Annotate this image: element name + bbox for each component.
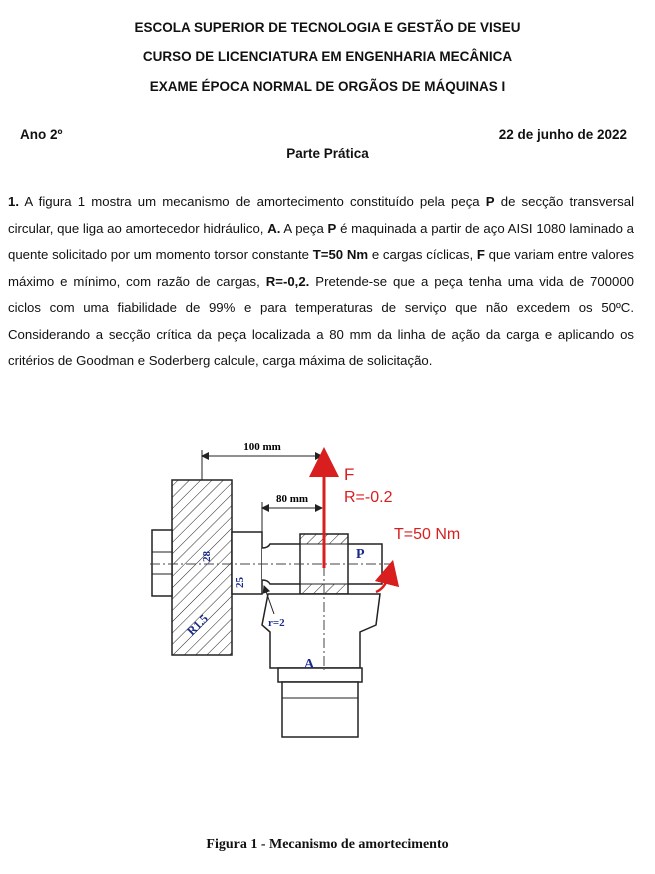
school-name: ESCOLA SUPERIOR DE TECNOLOGIA E GESTÃO DE VISEU <box>134 20 521 35</box>
question-number: 1. <box>8 194 19 209</box>
school-year: Ano 2º <box>20 127 63 142</box>
mechanism-figure <box>150 440 510 740</box>
part-p-label: P <box>356 547 365 562</box>
diameter-28-label: 28 <box>201 551 213 562</box>
dim-100-label: 100 mm <box>243 441 281 453</box>
course-name: CURSO DE LICENCIATURA EM ENGENHARIA MECÂNICA <box>142 49 513 64</box>
radius-r15-label: R1.5 <box>184 611 211 639</box>
diameter-25-label: 25 <box>234 577 246 588</box>
bolt-head <box>152 530 172 596</box>
force-label: F <box>344 465 355 484</box>
exam-date: 22 de junho de 2022 <box>498 127 627 142</box>
part-title: Parte Prática <box>286 146 369 161</box>
damper-body-a <box>262 594 380 668</box>
dim-80-label: 80 mm <box>275 493 309 505</box>
load-ratio-label: R=-0.2 <box>344 489 393 506</box>
figure-caption: Figura 1 - Mecanismo de amortecimento <box>206 837 449 852</box>
damper-rod <box>282 682 358 737</box>
torque-label: T=50 Nm <box>394 526 461 543</box>
question-text: 1. A figura 1 mostra um mecanismo de amortecimento constituído pela peça P de secção transversal circular, que liga ao amortecedor hidráulico, A. A peça P é maquinada a partir de aço AISI 1080 laminado a quente solicitado por um momento torsor constante T=50 Nm e cargas cíclicas, F que variam entre valores máximo e mínimo, com razão de cargas, R=-0,2. Pretende-se que a peça tenha uma vida de 700000 ciclos com uma fiabilidade de 99% e para temperaturas de serviço que não excedem os 50ºC. Considerando a secção crítica da peça localizada a 80 mm da linha de ação da carga e aplicando os critérios de Goodman e Soderberg calcule, carga máxima de solicitação. <box>8 194 634 368</box>
part-a-label: A <box>304 657 315 672</box>
exam-title: EXAME ÉPOCA NORMAL DE ORGÃOS DE MÁQUINAS I <box>149 79 506 94</box>
radius-r2-label: r=2 <box>268 617 285 629</box>
